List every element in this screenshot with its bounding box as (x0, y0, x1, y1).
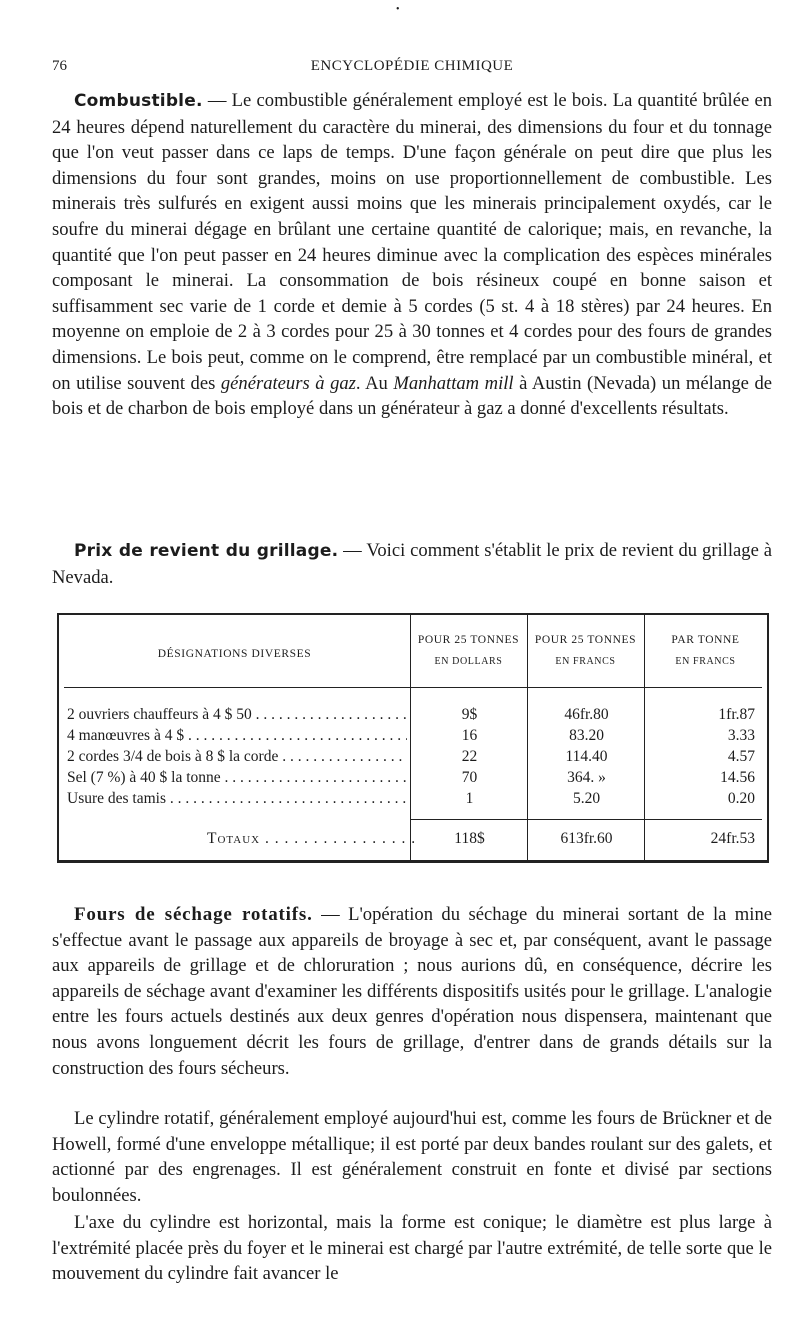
row-per-ton-value: 0.20 (727, 790, 755, 807)
row-per-ton (646, 705, 767, 725)
paragraph-text: — Voici comment s'établit le prix de revient du grillage à Nevada. (52, 540, 772, 588)
total-per-ton (646, 829, 767, 849)
row-per-ton (646, 789, 767, 809)
paragraph-text: — L'opération du séchage du minerai sortant de la mine s'effectue avant le passage aux appareils de broyage à sec et, par conséquent, avant le passage aux appareils de grillage et de chloruration ; nous aurions dû, en conséquence, décrire les appareils de séchage avant d'examiner les différents dispositifs usités pour le grillage. L'analogie entre les fours actuels destinés aux deux genres d'opération nous dispensera, maintenant que nous avons longuement décrit les fours de grillage, d'entrer dans de grands détails sur la construction des fours sécheurs. (52, 904, 772, 1079)
row-francs: 83.20 (569, 727, 604, 744)
heading-combustible: Combustible. (74, 91, 203, 111)
paragraph-cylindre: Le cylindre rotatif, généralement employé aujourd'hui est, comme les fours de Brückner et de Howell, formé d'une enveloppe métallique; il est porté par deux bandes roulant sur des galets, et actionné par des engrenages. Il est généralement construit en fonte et divisé par sections boulonnées. (52, 1108, 772, 1206)
page-number: 76 (52, 58, 67, 74)
table-total-row (59, 829, 767, 849)
page-header (52, 58, 772, 80)
header-rule (64, 687, 762, 688)
italic-term: Manhattam mill (393, 372, 514, 394)
total-francs: 613fr.60 (560, 830, 613, 847)
italic-term: générateurs à gaz (220, 372, 356, 394)
row-per-ton (646, 768, 767, 788)
paragraph-fours-sechage (52, 902, 772, 1081)
total-rule (410, 819, 762, 820)
row-label: 2 ouvriers chauffeurs à 4 $ 50 . . . (67, 706, 407, 723)
cost-table (57, 613, 769, 863)
row-dollars: 1 (465, 790, 474, 807)
paragraph-axe: L'axe du cylindre est horizontal, mais la forme est conique; le diamètre est plus large à l'extrémité placée près du foyer et le minerai est chargé par l'autre extrémité, de telle sorte que le mouvement du cylindre fait avancer le (52, 1212, 772, 1285)
table-row (59, 747, 767, 767)
row-designation (67, 747, 407, 767)
row-designation (67, 789, 407, 809)
header-designation: DÉSIGNATIONS DIVERSES (157, 648, 312, 660)
paragraph-text: — Le combustible généralement employé est le bois. La quantité brûlée en 24 heures dépend naturellement du caractère du minerai, des dimensions du four et du tonnage que l'on veut passer dans ce laps de temps. D'une façon générale on peut dire que plus les dimensions du four sont grandes, moins on use proportionnellement de combustible. Les minerais très sulfurés en exigent aussi moins que les minerais principalement oxydés, car le soufre du minerai dégage en brûlant une certaine quantité de calorique; mais, en revanche, la quantité que l'on peut passer en 24 heures diminue avec la complication des espèces minérales composant le minerai. La consommation de bois résineux coupé en bonne saison et suffisamment sec varie de 1 corde et demie à 5 cordes (5 st. 4 à 18 stères) par 24 heures. En moyenne on emploie de 2 à 3 cordes pour 25 à 30 tonnes et 4 cordes pour des fours de grandes dimensions. Le bois peut, comme on le comprend, être remplacé par un combustible minéral, et on utilise souvent des (52, 90, 772, 394)
row-per-ton-value: 3.33 (727, 727, 755, 744)
header-dollars-sub: EN DOLLARS (434, 656, 503, 667)
header-francs (527, 633, 644, 669)
row-label: Usure des tamis . . . (67, 790, 407, 807)
table-row (59, 726, 767, 746)
row-francs: 5.20 (572, 790, 601, 807)
row-designation (67, 726, 407, 746)
total-label (67, 829, 415, 849)
header-francs-top: POUR 25 TONNES (534, 634, 637, 646)
row-per-ton-value: 14.56 (720, 769, 755, 786)
header-per-ton (644, 633, 767, 669)
paragraph-text: à Austin (Nevada) un mélange de bois et de charbon de bois employé dans un générateur à gaz a donné d'excellents résultats. (52, 372, 772, 420)
row-per-ton-value: 1fr.87 (718, 706, 755, 723)
row-francs: 46fr.80 (564, 706, 609, 723)
row-dollars: 9$ (461, 706, 478, 723)
running-title: ENCYCLOPÉDIE CHIMIQUE (310, 58, 514, 74)
total-per-ton-value: 24fr.53 (710, 830, 755, 847)
table-row (59, 768, 767, 788)
row-designation (67, 705, 407, 725)
row-designation (67, 768, 407, 788)
header-per-ton-sub: EN FRANCS (675, 656, 736, 667)
row-dollars: 16 (461, 727, 478, 744)
row-per-ton (646, 747, 767, 767)
row-dollars: 22 (461, 748, 478, 765)
table-row (59, 705, 767, 725)
header-per-ton-top: PAR TONNE (671, 634, 740, 646)
top-mark: • (396, 4, 400, 15)
paragraph-prix-de-revient (52, 538, 772, 590)
header-francs-sub: EN FRANCS (555, 656, 616, 667)
total-label-text: Totaux . . . (207, 830, 415, 847)
table-row (59, 789, 767, 809)
row-francs: 114.40 (565, 748, 608, 765)
header-dollars (410, 633, 527, 669)
row-francs: 364. » (567, 769, 606, 786)
row-per-ton-value: 4.57 (727, 748, 755, 765)
paragraph-combustible (52, 88, 772, 422)
row-dollars: 70 (461, 769, 478, 786)
heading-fours-sechage: Fours de séchage rotatifs. (74, 904, 313, 925)
row-label: Sel (7 %) à 40 $ la tonne . . . (67, 769, 407, 786)
heading-prix-de-revient: Prix de revient du grillage. (74, 541, 339, 561)
header-dollars-top: POUR 25 TONNES (417, 634, 520, 646)
paragraph-text: . Au (355, 372, 394, 394)
row-label: 2 cordes 3/4 de bois à 8 $ la corde . . . (67, 748, 407, 765)
row-per-ton (646, 726, 767, 746)
row-label: 4 manœuvres à 4 $ . . . (67, 727, 407, 744)
total-dollars: 118$ (454, 830, 485, 847)
